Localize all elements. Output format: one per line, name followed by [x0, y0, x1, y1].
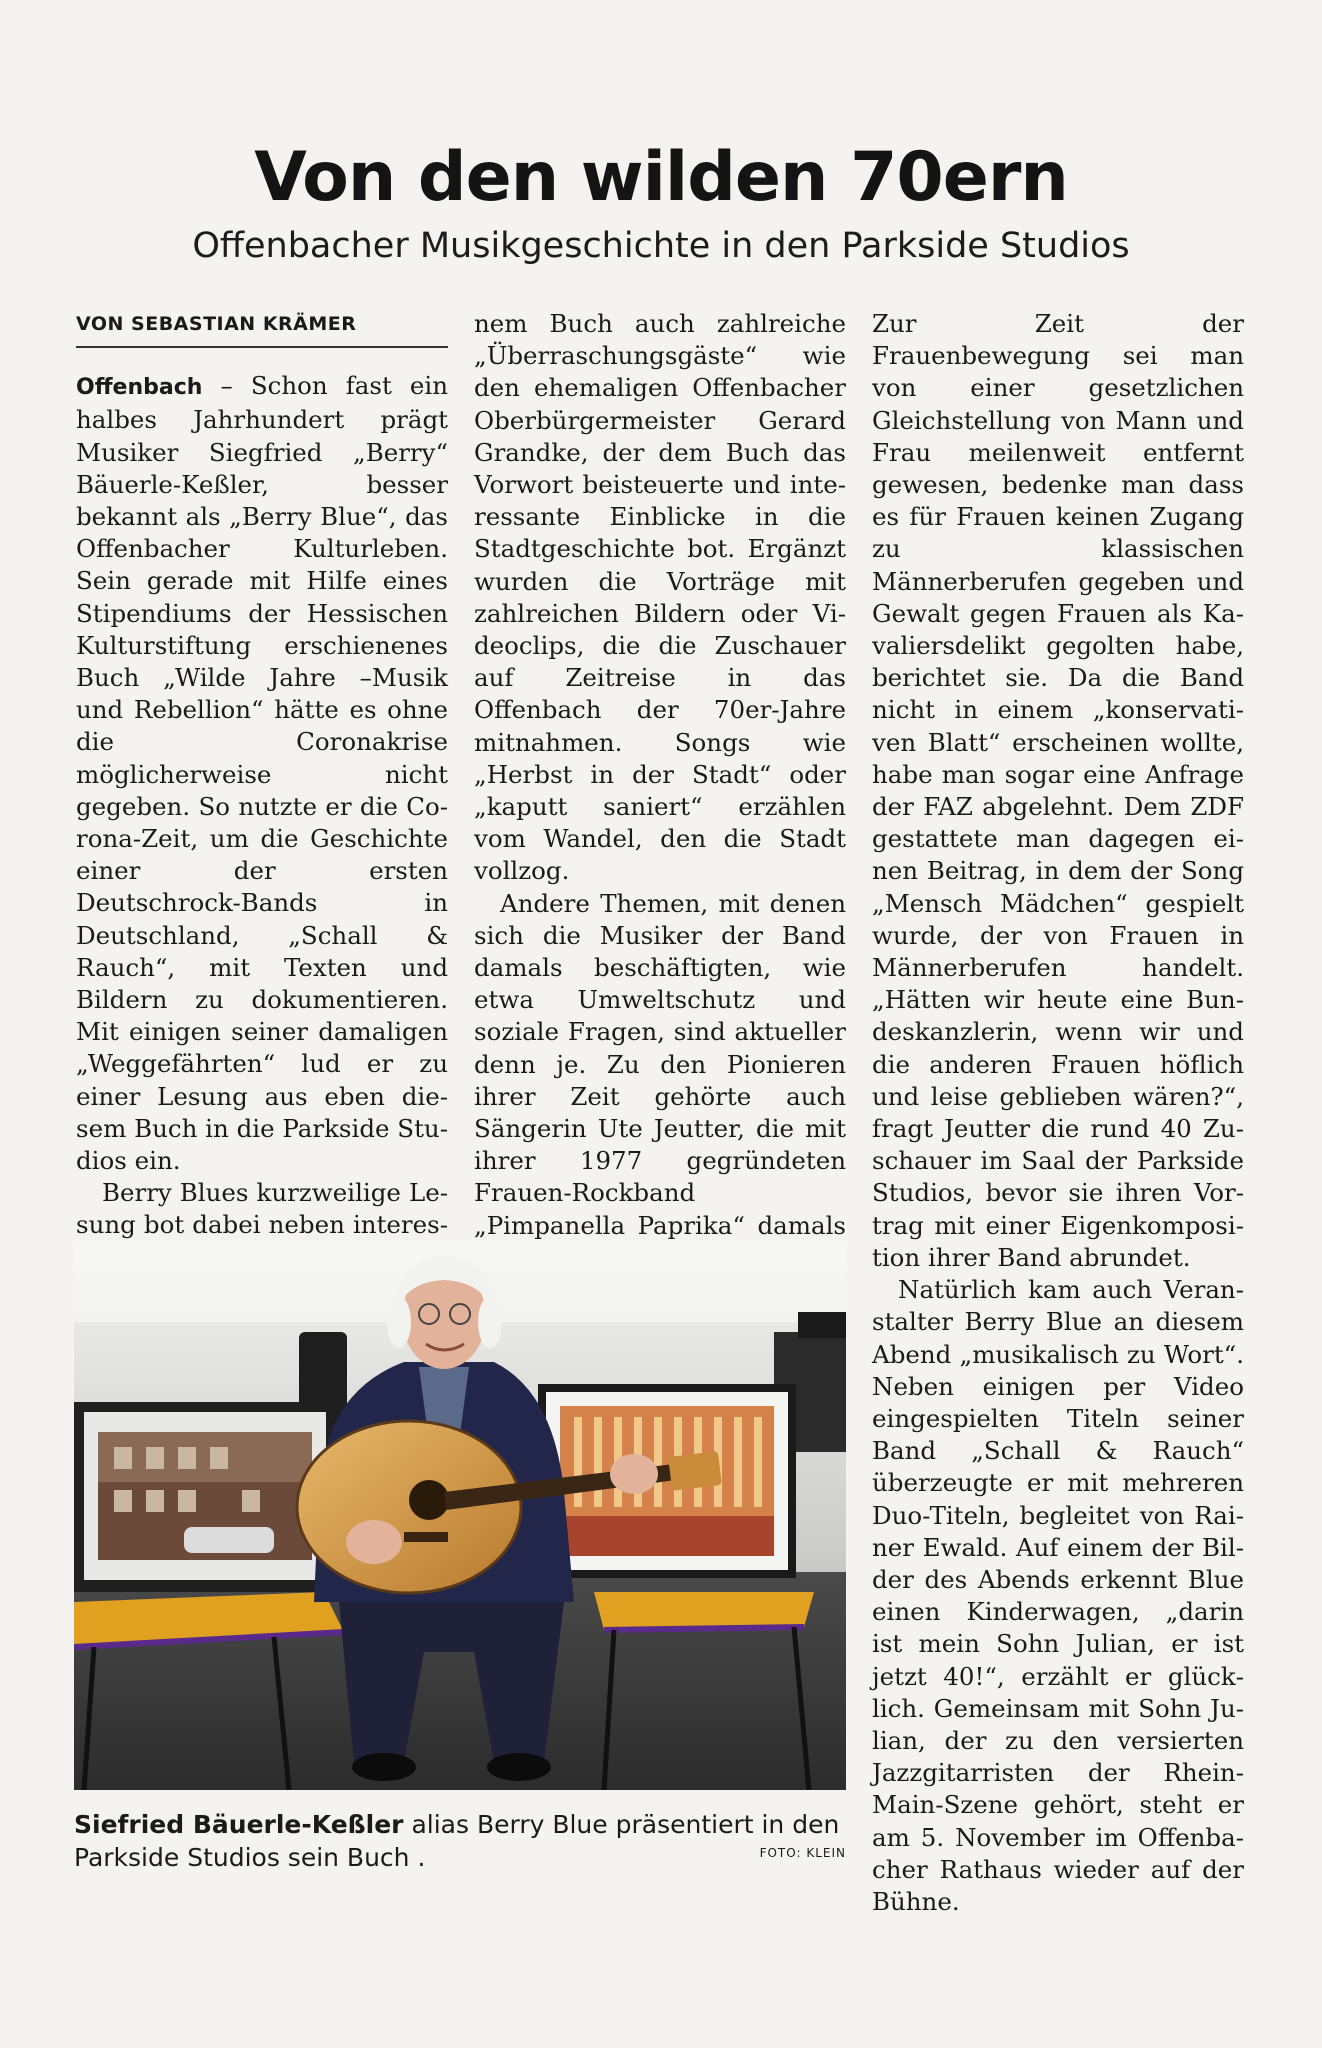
paragraph-2-text-a: Berry Blues kurzweilige Lesung bot dabei neben interes — [76, 1178, 448, 1240]
paragraph-1-text: – Schon fast ein halbes Jahrhundert prägt Musiker Siegfried „Berry“ Bäuerle-Keßler, besser bekannt als „Berry Blue“, das Offenbacher Kulturleben. Sein gerade mit Hilfe eines Stipendiums der Hessischen Kulturstiftung erschienenes Buch „Wilde Jahre –Musik und Rebellion“ hätte es ohne die Coronakrise möglicherweise nicht gegeben. So nutzte er die Corona-Zeit, um die Geschichte einer der ersten Deutschrock-Bands in Deutschland, „Schall & Rauch“, mit Texten und Bildern zu dokumentieren. Mit einigen seiner damaligen „Weggefährten“ lud er zu einer Lesung aus eben diesem Buch in die Parkside Studios ein. — [76, 371, 448, 1176]
caption-name: Siefried Bäuerle-Keßler — [74, 1810, 404, 1839]
photo-caption — [74, 1808, 846, 1874]
caption-text: alias Berry Blue präsentiert in den Parkside Studios sein Buch . — [74, 1810, 840, 1872]
byline: VON SEBASTIAN KRÄMER — [76, 308, 448, 348]
paragraph-1 — [76, 370, 448, 1177]
headline: Von den wilden 70ern — [254, 138, 1068, 217]
paragraph-2-cont — [474, 308, 846, 888]
subheadline: Offenbacher Musikgeschichte in den Parkside Studios — [192, 226, 1130, 266]
photo-musician-with-guitar — [74, 1242, 846, 1790]
dateline: Offenbach — [76, 375, 203, 401]
column-2 — [474, 308, 846, 1274]
paragraph-3: Andere Themen, mit denen sich die Musiker der Band damals beschäftigten, wie etwa Umweltschutz und soziale Fragen, sind aktueller denn je. Zu den Pionieren ihrer Zeit gehörte auch Sängerin Ute Jeutter, die mit ihrer 1977 gegründeten Frauen-Rockband „Pimpanella Paprika“ damals — [474, 888, 846, 1240]
column-1 — [76, 308, 448, 1274]
column-3 — [872, 308, 1244, 1918]
article-photo — [74, 1242, 846, 1790]
photo-credit: FOTO: KLEIN — [759, 1846, 846, 1860]
paragraph-5: Natürlich kam auch Veranstalter Berry Blue an diesem Abend „musikalisch zu Wort“. Neben einigen per Video eingespielten Titeln seiner Band „Schall & Rauch“ überzeugte er mit mehreren Duo-Titeln, begleitet von Rainer Ewald. Auf einem der Bilder des Abends erkennt Blue einen Kinderwagen, „darin ist mein Sohn Julian, er ist jetzt 40!“, erzählt er glücklich. Gemeinsam mit Sohn Julian, der zu den versierten Jazzgitarristen der Rhein-Main-Szene gehört, steht er am 5. November im Offenbacher Rathaus wieder auf der Bühne. — [872, 1275, 1244, 1916]
paragraph-4: Zur Zeit der Frauenbewegung sei man von einer gesetzlichen Gleichstellung von Mann und Frau meilenweit entfernt gewesen, bedenke man dass es für Frauen keinen Zugang zu klassischen Männerberufen gegeben und Gewalt gegen Frauen als Kavaliersdelikt gegolten habe, berichtet sie. Da die Band nicht in einem „konservativen Blatt“ erscheinen wollte, habe man sogar eine Anfrage der FAZ abgelehnt. Dem ZDF gestattete man dagegen einen Beitrag, in dem der Song „Mensch Mädchen“ gespielt wurde, der von Frauen in Männerberufen handelt. „Hätten wir heute eine Bundeskanzlerin, wenn wir und die anderen Frauen höflich und leise geblieben wären?“, fragt Jeutter die rund 40 Zuschauer im Saal der Parkside Studios, bevor sie ihren Vortrag mit einer Eigenkomposition ihrer Band abrundet. — [872, 309, 1244, 1272]
paragraph-2-text-b: nem Buch auch zahlreiche „Überraschungsgäste“ wie den ehemaligen Offenbacher Oberbürgermeister Gerard Grandke, der dem Buch das Vorwort beisteuerte und interessante Einblicke in die Stadtgeschichte bot. Ergänzt wurden die Vorträge mit zahlreichen Bildern oder Videoclips, die die Zuschauer auf Zeitreise in das Offenbach der 70er-Jahre mitnahmen. Songs wie „Herbst in der Stadt“ oder „kaputt saniert“ erzählen vom Wandel, den die Stadt vollzog. — [474, 309, 846, 886]
